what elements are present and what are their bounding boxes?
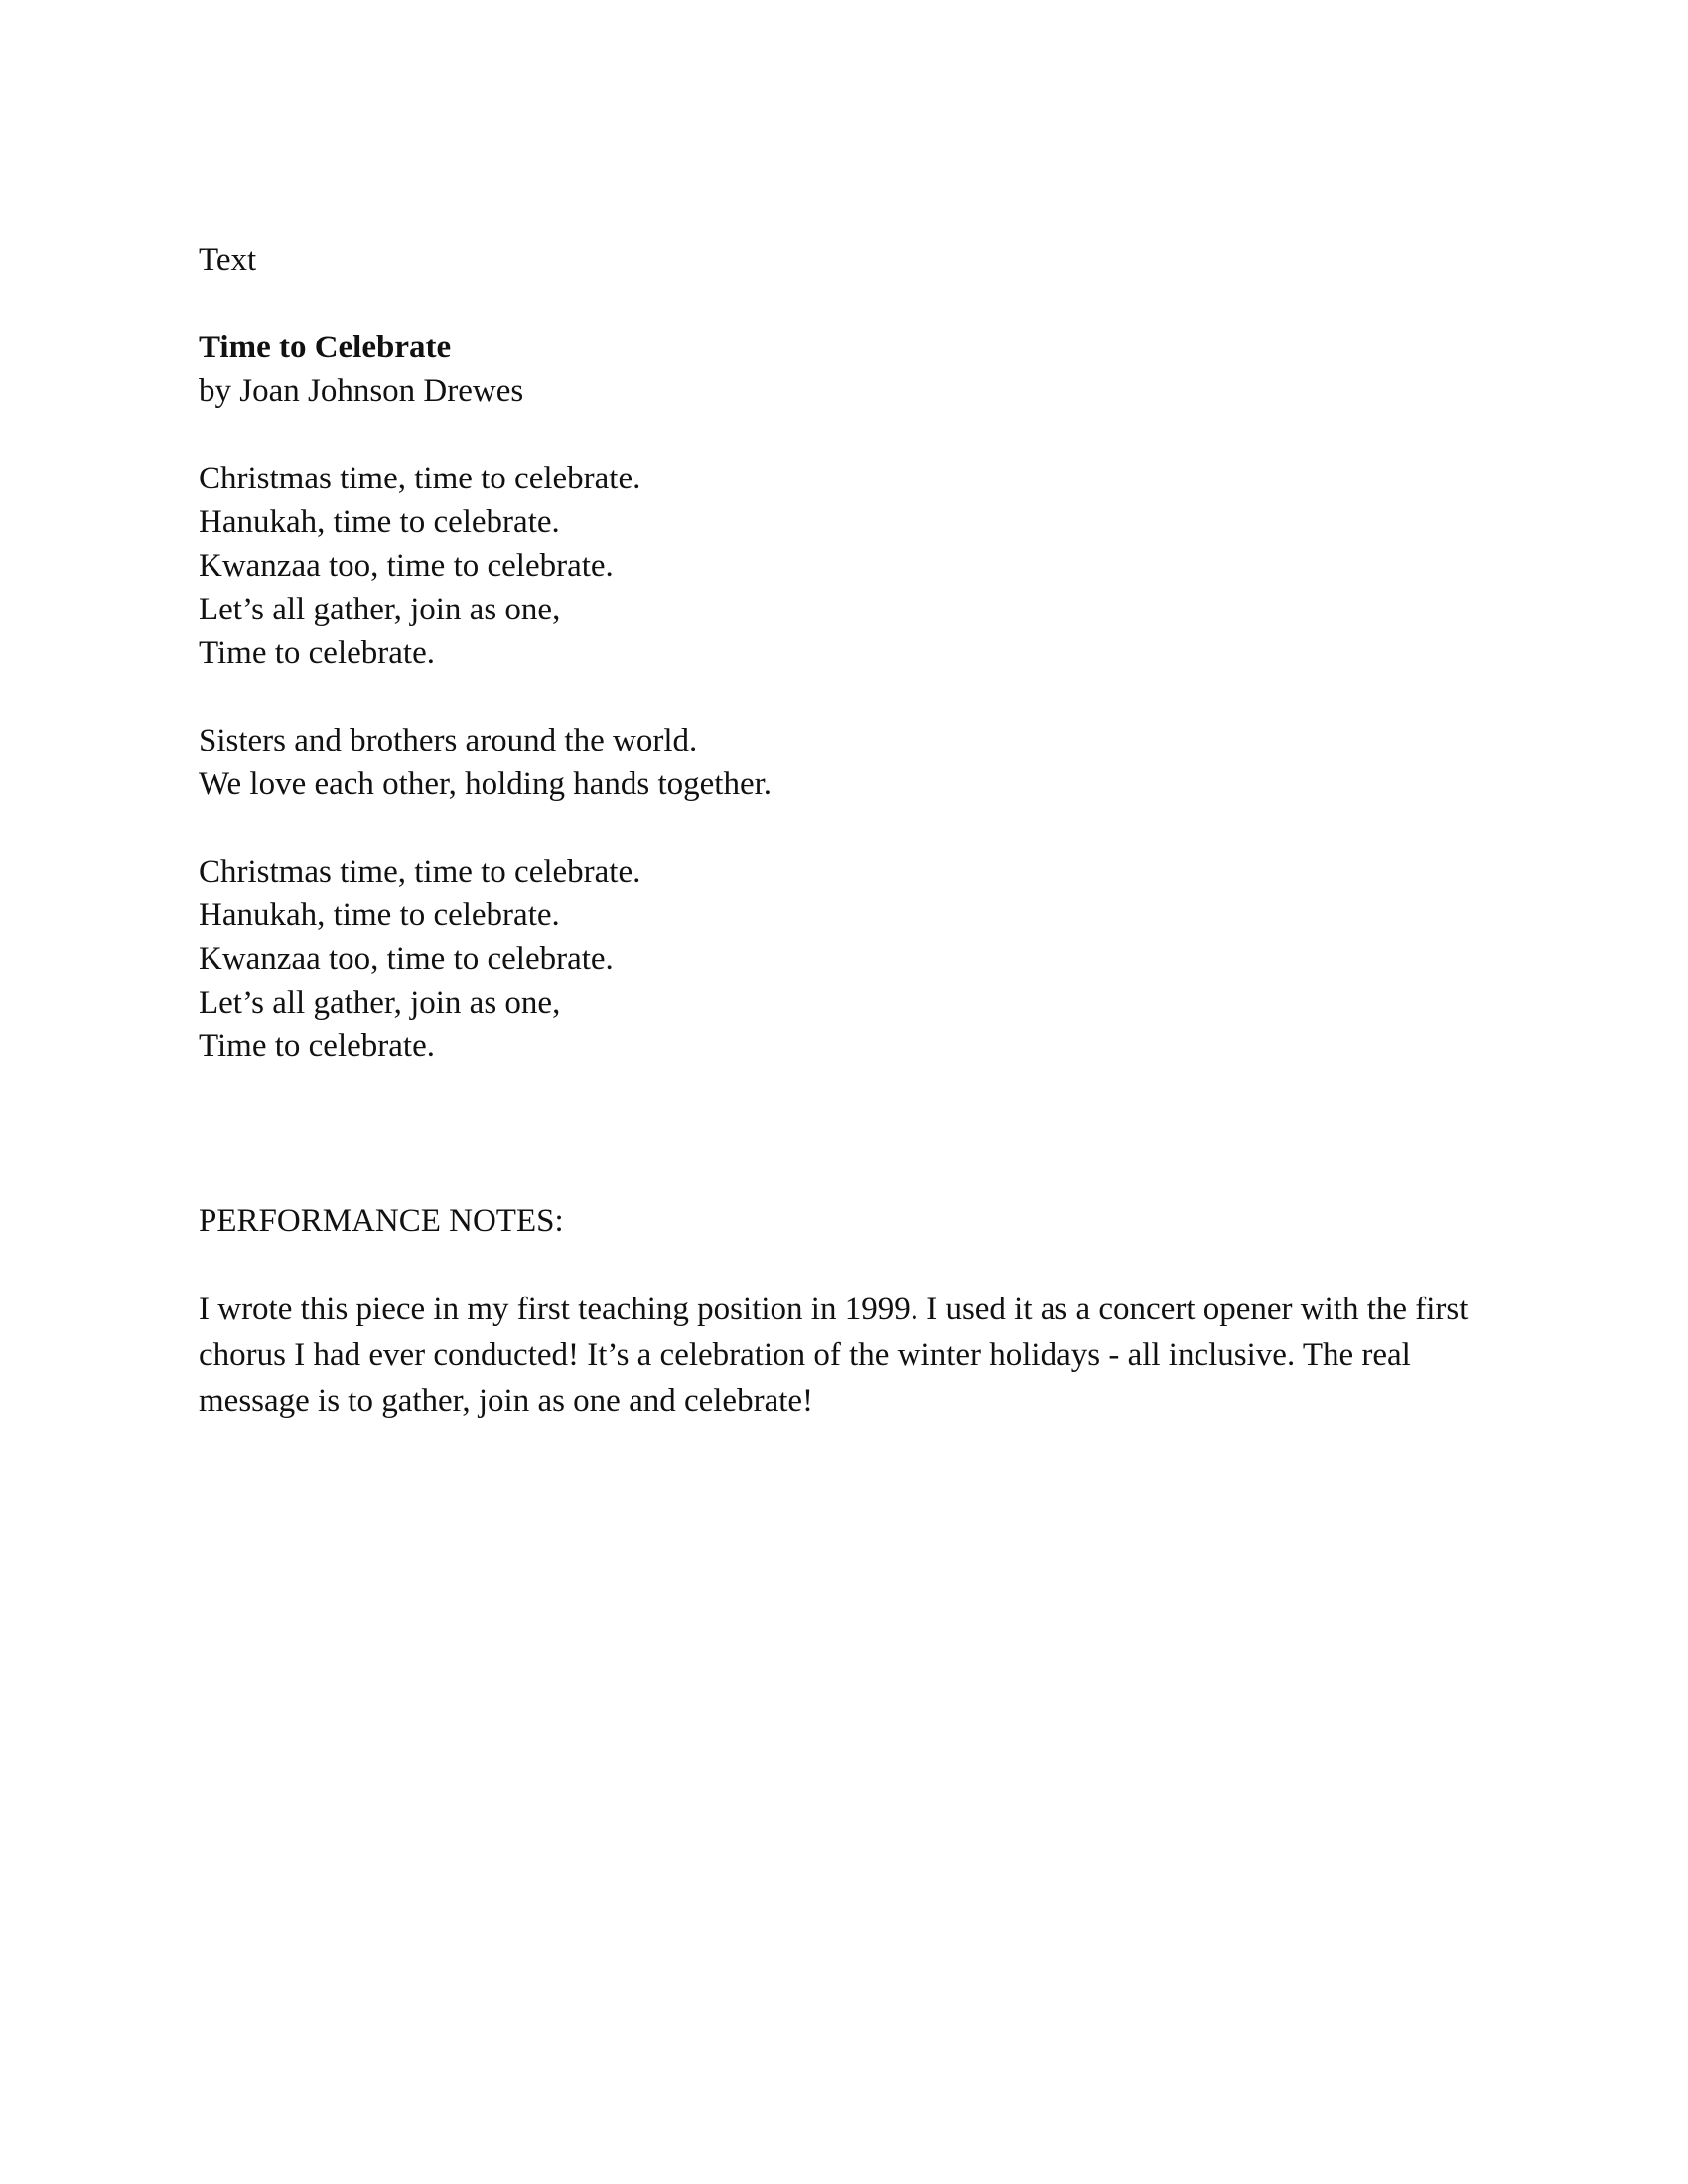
- lyric-line: We love each other, holding hands together.: [199, 766, 773, 802]
- lyric-line: Let’s all gather, join as one,: [199, 592, 561, 627]
- lyric-line: Kwanzaa too, time to celebrate.: [199, 548, 614, 584]
- lyric-line: Let’s all gather, join as one,: [199, 985, 561, 1021]
- song-title: Time to Celebrate: [199, 330, 452, 365]
- lyric-line: Christmas time, time to celebrate.: [199, 854, 641, 889]
- section-label: Text: [199, 242, 257, 278]
- lyric-line: Hanukah, time to celebrate.: [199, 897, 560, 933]
- performance-notes-body: I wrote this piece in my first teaching position in 1999. I used it as a concert opener with the first chorus I had ever conducted! It’s a celebration of the winter holidays - all inclusive. The real message is to gather, join as one and celebrate!: [199, 1292, 1469, 1419]
- lyric-line: Kwanzaa too, time to celebrate.: [199, 941, 614, 977]
- title-block: [199, 326, 1489, 413]
- lyric-line: Time to celebrate.: [199, 635, 435, 671]
- lyric-line: Sisters and brothers around the world.: [199, 723, 698, 758]
- document-page: [199, 238, 1489, 1456]
- performance-notes-heading: PERFORMANCE NOTES:: [199, 1203, 564, 1239]
- stanza-1: [199, 457, 1489, 675]
- lyric-line: Hanukah, time to celebrate.: [199, 504, 560, 540]
- lyric-line: Time to celebrate.: [199, 1028, 435, 1064]
- stanza-2: [199, 719, 1489, 806]
- lyric-line: Christmas time, time to celebrate.: [199, 461, 641, 496]
- stanza-3: [199, 850, 1489, 1068]
- author-line: by Joan Johnson Drewes: [199, 373, 524, 409]
